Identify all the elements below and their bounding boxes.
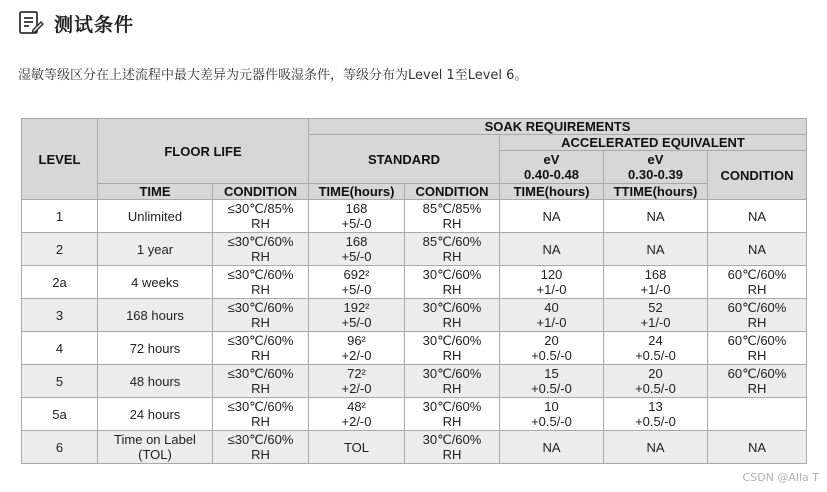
cell-accelerated-time-1	[500, 332, 604, 365]
cell-standard-time-line-1: 168	[345, 234, 368, 249]
checklist-icon	[18, 10, 44, 36]
header-ev-1-range: 0.40-0.48	[524, 167, 579, 182]
header-level: LEVEL	[22, 119, 98, 200]
header-ev-2-range: 0.30-0.39	[628, 167, 683, 182]
cell-accelerated-time-1	[500, 266, 604, 299]
cell-accelerated-time-2-line-1: 52	[648, 300, 663, 315]
header-time-hours-acc-2: TTIME(hours)	[604, 184, 708, 200]
cell-floor-condition-line-2: RH	[251, 447, 270, 462]
cell-level: 6	[22, 431, 98, 464]
cell-standard-time-line-2: +2/-0	[341, 381, 372, 396]
cell-accelerated-time-1	[500, 233, 604, 266]
cell-standard-time-line-2: +2/-0	[341, 348, 372, 363]
cell-accelerated-condition-line-2: RH	[747, 381, 767, 396]
cell-standard-condition-line-1: 30℃/60%	[422, 399, 482, 414]
cell-floor-condition-line-1: ≤30℃/60%	[227, 267, 294, 282]
cell-standard-condition	[405, 365, 500, 398]
cell-accelerated-condition-line-1: 60℃/60%	[727, 333, 787, 348]
cell-standard-time-line-1: 48²	[347, 399, 366, 414]
cell-accelerated-time-1-line-2: +0.5/-0	[531, 414, 572, 429]
cell-standard-time	[309, 332, 405, 365]
cell-accelerated-time-1	[500, 365, 604, 398]
table-row	[22, 431, 807, 464]
header-condition-accelerated: CONDITION	[708, 151, 807, 200]
cell-standard-time-line-1: TOL	[343, 439, 370, 455]
cell-accelerated-condition-line-1: 60℃/60%	[727, 300, 787, 315]
cell-accelerated-time-1-line-1: 15	[544, 366, 559, 381]
header-time-hours-acc-1: TIME(hours)	[500, 184, 604, 200]
cell-standard-condition	[405, 200, 500, 233]
cell-accelerated-time-1-line-1: NA	[542, 439, 561, 455]
cell-standard-time-line-1: 192²	[343, 300, 370, 315]
cell-accelerated-time-1-line-2: +1/-0	[536, 282, 567, 297]
cell-accelerated-condition	[708, 365, 807, 398]
table-row	[22, 398, 807, 431]
cell-standard-condition-line-2: RH	[442, 447, 462, 462]
cell-standard-time-line-2: +5/-0	[341, 249, 372, 264]
cell-accelerated-condition-line-2: RH	[747, 315, 767, 330]
cell-accelerated-condition-line-1: NA	[747, 439, 767, 455]
cell-accelerated-condition	[708, 200, 807, 233]
cell-accelerated-time-2-line-1: 20	[648, 366, 663, 381]
cell-accelerated-time-1-line-1: NA	[542, 208, 561, 224]
cell-accelerated-condition-line-1: 60℃/60%	[727, 366, 787, 381]
cell-accelerated-condition	[708, 398, 807, 431]
cell-accelerated-condition-line-2: RH	[747, 348, 767, 363]
cell-accelerated-time-2-line-2: +0.5/-0	[635, 414, 676, 429]
header-condition-floor: CONDITION	[213, 184, 309, 200]
cell-standard-time-line-1: 168	[345, 201, 368, 216]
header-floor-life: FLOOR LIFE	[98, 119, 309, 184]
cell-standard-condition	[405, 299, 500, 332]
cell-floor-condition	[213, 431, 309, 464]
cell-standard-time	[309, 365, 405, 398]
cell-accelerated-time-2	[604, 200, 708, 233]
cell-standard-time-line-2: +5/-0	[341, 216, 372, 231]
table-row	[22, 365, 807, 398]
cell-floor-condition-line-1: ≤30℃/85%	[227, 201, 294, 216]
cell-standard-condition-line-2: RH	[442, 282, 462, 297]
cell-floor-condition-line-2: RH	[251, 216, 270, 231]
cell-floor-condition-line-2: RH	[251, 282, 270, 297]
cell-floor-time: Time on Label (TOL)	[98, 431, 213, 464]
cell-floor-condition	[213, 200, 309, 233]
cell-floor-condition-line-2: RH	[251, 249, 270, 264]
page-title: 测试条件	[54, 13, 135, 36]
cell-level: 5	[22, 365, 98, 398]
cell-standard-condition	[405, 266, 500, 299]
cell-accelerated-time-2	[604, 431, 708, 464]
cell-standard-condition	[405, 431, 500, 464]
cell-accelerated-condition-line-1: NA	[747, 241, 767, 257]
header-ev-1	[500, 151, 604, 184]
table-row	[22, 200, 807, 233]
cell-level: 2a	[22, 266, 98, 299]
cell-level: 2	[22, 233, 98, 266]
cell-standard-time-line-1: 72²	[347, 366, 366, 381]
watermark: CSDN @Alla T	[742, 471, 819, 484]
header-ev-1-label: eV	[543, 152, 560, 167]
cell-floor-condition-line-1: ≤30℃/60%	[227, 333, 294, 348]
cell-accelerated-time-1	[500, 431, 604, 464]
cell-accelerated-time-2-line-1: NA	[646, 241, 665, 257]
cell-floor-condition	[213, 299, 309, 332]
cell-floor-condition	[213, 398, 309, 431]
cell-floor-time: 24 hours	[98, 398, 213, 431]
cell-standard-condition-line-2: RH	[442, 414, 462, 429]
cell-standard-time	[309, 233, 405, 266]
section-header	[18, 8, 134, 38]
cell-accelerated-time-1-line-1: 120	[540, 267, 563, 282]
cell-accelerated-time-2	[604, 233, 708, 266]
cell-floor-condition-line-2: RH	[251, 381, 270, 396]
cell-accelerated-condition-line-1: 60℃/60%	[727, 267, 787, 282]
cell-floor-condition	[213, 266, 309, 299]
cell-accelerated-time-2-line-1: NA	[646, 208, 665, 224]
cell-accelerated-time-1	[500, 200, 604, 233]
cell-accelerated-time-2	[604, 299, 708, 332]
cell-standard-condition-line-1: 85℃/85%	[422, 201, 482, 216]
cell-level: 5a	[22, 398, 98, 431]
cell-accelerated-time-2	[604, 365, 708, 398]
cell-standard-condition-line-1: 30℃/60%	[422, 300, 482, 315]
cell-standard-time-line-2: +5/-0	[341, 282, 372, 297]
cell-accelerated-time-2-line-2: +0.5/-0	[635, 381, 676, 396]
cell-standard-condition-line-2: RH	[442, 216, 462, 231]
cell-accelerated-condition	[708, 299, 807, 332]
cell-accelerated-time-2-line-2: +1/-0	[640, 315, 671, 330]
cell-standard-condition-line-1: 30℃/60%	[422, 333, 482, 348]
cell-floor-condition	[213, 332, 309, 365]
cell-floor-time: 4 weeks	[98, 266, 213, 299]
header-time: TIME	[98, 184, 213, 200]
cell-standard-condition	[405, 233, 500, 266]
cell-standard-condition-line-1: 85℃/60%	[422, 234, 482, 249]
cell-accelerated-time-2-line-1: 24	[648, 333, 663, 348]
header-accelerated-equivalent: ACCELERATED EQUIVALENT	[500, 135, 807, 151]
cell-standard-time	[309, 299, 405, 332]
cell-standard-condition-line-1: 30℃/60%	[422, 366, 482, 381]
cell-accelerated-time-2	[604, 332, 708, 365]
cell-accelerated-condition	[708, 332, 807, 365]
cell-level: 3	[22, 299, 98, 332]
header-soak-requirements: SOAK REQUIREMENTS	[309, 119, 807, 135]
cell-floor-condition-line-2: RH	[251, 315, 270, 330]
header-standard: STANDARD	[309, 135, 500, 184]
cell-accelerated-time-1	[500, 299, 604, 332]
cell-standard-condition-line-1: 30℃/60%	[422, 432, 482, 447]
table-row	[22, 299, 807, 332]
header-ev-2-label: eV	[647, 152, 664, 167]
table-row	[22, 332, 807, 365]
cell-standard-condition-line-2: RH	[442, 249, 462, 264]
cell-floor-condition-line-1: ≤30℃/60%	[227, 300, 294, 315]
cell-floor-condition-line-1: ≤30℃/60%	[227, 234, 294, 249]
cell-accelerated-time-1-line-1: 40	[544, 300, 559, 315]
cell-accelerated-condition-line-1: NA	[747, 208, 767, 224]
cell-level: 4	[22, 332, 98, 365]
cell-floor-condition-line-2: RH	[251, 414, 270, 429]
cell-accelerated-time-2-line-1: 13	[648, 399, 663, 414]
cell-standard-condition	[405, 332, 500, 365]
cell-floor-condition-line-2: RH	[251, 348, 270, 363]
cell-floor-time: 168 hours	[98, 299, 213, 332]
cell-standard-condition-line-2: RH	[442, 348, 462, 363]
cell-standard-time	[309, 266, 405, 299]
cell-accelerated-time-2-line-2: +1/-0	[640, 282, 671, 297]
cell-accelerated-time-1-line-2: +0.5/-0	[531, 381, 572, 396]
cell-standard-time-line-2: +5/-0	[341, 315, 372, 330]
cell-floor-time: 1 year	[98, 233, 213, 266]
cell-standard-time	[309, 431, 405, 464]
cell-accelerated-time-2-line-1: 168	[644, 267, 667, 282]
cell-floor-condition-line-1: ≤30℃/60%	[227, 366, 294, 381]
cell-floor-time: Unlimited	[98, 200, 213, 233]
intro-text: 湿敏等级区分在上述流程中最大差异为元器件吸湿条件，等级分布为Level 1至Level 6。	[18, 68, 528, 83]
cell-floor-condition-line-1: ≤30℃/60%	[227, 432, 294, 447]
cell-floor-condition-line-1: ≤30℃/60%	[227, 399, 294, 414]
cell-standard-condition-line-1: 30℃/60%	[422, 267, 482, 282]
cell-accelerated-time-2-line-1: NA	[646, 439, 665, 455]
cell-standard-time-line-1: 692²	[343, 267, 370, 282]
cell-level: 1	[22, 200, 98, 233]
cell-accelerated-time-1-line-1: 10	[544, 399, 559, 414]
cell-standard-time-line-1: 96²	[347, 333, 366, 348]
cell-accelerated-time-2-line-2: +0.5/-0	[635, 348, 676, 363]
cell-floor-condition	[213, 365, 309, 398]
cell-floor-time: 72 hours	[98, 332, 213, 365]
cell-accelerated-time-2	[604, 398, 708, 431]
cell-standard-time-line-2: +2/-0	[341, 414, 372, 429]
cell-accelerated-time-1-line-1: NA	[542, 241, 561, 257]
cell-accelerated-condition	[708, 431, 807, 464]
header-condition-standard: CONDITION	[405, 184, 500, 200]
cell-accelerated-time-1-line-2: +0.5/-0	[531, 348, 572, 363]
cell-accelerated-time-1-line-1: 20	[544, 333, 559, 348]
cell-accelerated-condition	[708, 266, 807, 299]
table-row	[22, 266, 807, 299]
header-ev-2	[604, 151, 708, 184]
cell-accelerated-condition	[708, 233, 807, 266]
cell-floor-condition	[213, 233, 309, 266]
soak-requirements-table	[21, 118, 807, 464]
table-row	[22, 233, 807, 266]
cell-standard-condition	[405, 398, 500, 431]
header-time-hours: TIME(hours)	[309, 184, 405, 200]
cell-standard-condition-line-2: RH	[442, 381, 462, 396]
cell-standard-time	[309, 398, 405, 431]
cell-accelerated-time-1	[500, 398, 604, 431]
cell-standard-condition-line-2: RH	[442, 315, 462, 330]
cell-accelerated-time-1-line-2: +1/-0	[536, 315, 567, 330]
cell-accelerated-time-2	[604, 266, 708, 299]
cell-floor-time: 48 hours	[98, 365, 213, 398]
cell-standard-time	[309, 200, 405, 233]
cell-accelerated-condition-line-2: RH	[747, 282, 767, 297]
